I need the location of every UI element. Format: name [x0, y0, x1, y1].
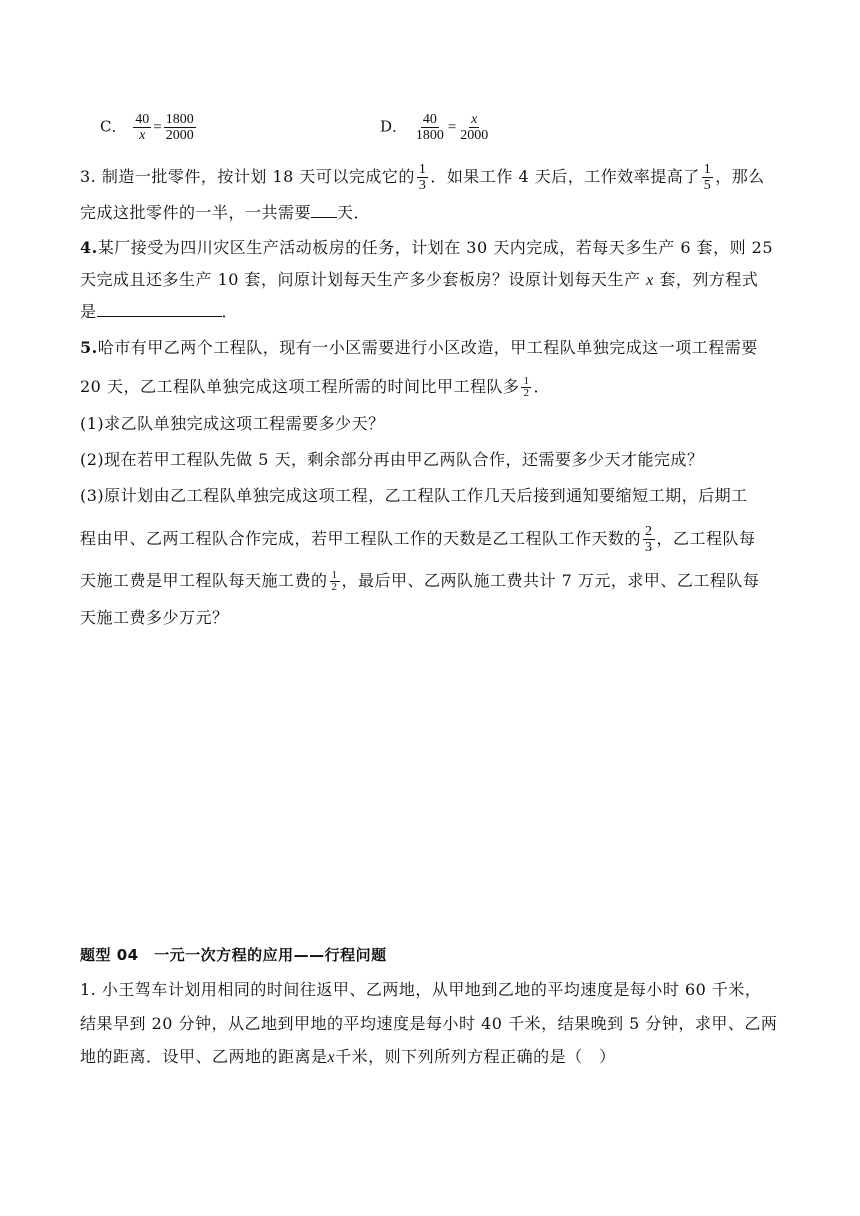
- option-d-right-fraction: $\frac{x}{2000}$: [460, 112, 489, 143]
- question-5-sub-3-line-3: 天施工费是甲工程队每天施工费的 $\frac{1}{2}$ ，最后甲、乙两队施工费共计 7 万元，求甲、乙工程队每: [80, 569, 760, 593]
- question-5-sub-3-line-2: 程由甲、乙两工程队合作完成，若甲工程队工作的天数是乙工程队工作天数的 $\frac{2}{3}$ ，乙工程队每: [80, 524, 756, 555]
- question-5-line-1: 5.哈市有甲乙两个工程队，现有一小区需要进行小区改造，甲工程队单独完成这一项工程需要: [80, 338, 758, 357]
- question-5-sub-1: (1)求乙队单独完成这项工程需要多少天？: [80, 414, 385, 433]
- travel-question-line-3: 地的距离．设甲、乙两地的距离是x千米，则下列所列方程正确的是（ ）: [80, 1047, 616, 1066]
- q5-sub3-fraction-2: $\frac{1}{2}$: [331, 569, 338, 593]
- travel-question-line-1: 1. 小王驾车计划用相同的时间往返甲、乙两地，从甲地到乙地的平均速度是每小时 60 千米，: [80, 980, 762, 999]
- question-4-line-3: 是 ．: [80, 302, 239, 321]
- question-5-sub-2: (2)现在若甲工程队先做 5 天，剩余部分再由甲乙两队合作，还需要多少天才能完成？: [80, 450, 704, 469]
- option-d: D． $\frac{40}{1800}$ = $\frac{x}{2000}$: [380, 112, 489, 143]
- option-d-left-fraction: $\frac{40}{1800}$: [415, 112, 444, 143]
- question-5-sub-3-line-1: (3)原计划由乙工程队单独完成这项工程，乙工程队工作几天后接到通知要缩短工期，后期工: [80, 486, 748, 505]
- question-5-line-2: 20 天，乙工程队单独完成这项工程所需的时间比甲工程队多 $\frac{1}{2}$ ．: [80, 375, 550, 399]
- q3-fraction-1: $\frac{1}{3}$: [418, 162, 427, 193]
- question-3-line-2: 完成这批零件的一半，一共需要 天．: [80, 203, 371, 222]
- q3-fraction-2: $\frac{1}{5}$: [703, 162, 712, 193]
- answer-blank[interactable]: [311, 203, 337, 218]
- q5-fraction: $\frac{1}{2}$: [523, 375, 530, 399]
- section-heading: 题型 04 一元一次方程的应用——行程问题: [80, 946, 387, 964]
- answer-blank[interactable]: [97, 302, 222, 317]
- option-d-label: D．: [380, 117, 408, 136]
- travel-question-line-2: 结果早到 20 分钟，从乙地到甲地的平均速度是每小时 40 千米，结果晚到 5 分钟，求甲、乙两: [80, 1014, 778, 1033]
- option-c-left-fraction: $\frac{40}{x}$: [135, 112, 150, 143]
- option-c-right-fraction: $\frac{1800}{2000}$: [165, 112, 194, 143]
- question-5-sub-3-line-4: 天施工费多少万元？: [80, 608, 229, 627]
- question-4-line-1: 4.某厂接受为四川灾区生产活动板房的任务，计划在 30 天内完成，若每天多生产 6 套，则 25: [80, 238, 774, 257]
- question-4-line-2: 天完成且还多生产 10 套，问原计划每天生产多少套板房？设原计划每天生产 x 套，列方程式: [80, 270, 759, 289]
- q5-sub3-fraction-1: $\frac{2}{3}$: [645, 524, 653, 555]
- option-c-label: C．: [100, 117, 127, 136]
- option-c: C． $\frac{40}{x}$ = $\frac{1800}{2000}$: [100, 112, 194, 143]
- question-3-line-1: 3. 制造一批零件，按计划 18 天可以完成它的 $\frac{1}{3}$ ．如果工作 4 天后，工作效率提高了 $\frac{1}{5}$ ，那么: [80, 162, 765, 193]
